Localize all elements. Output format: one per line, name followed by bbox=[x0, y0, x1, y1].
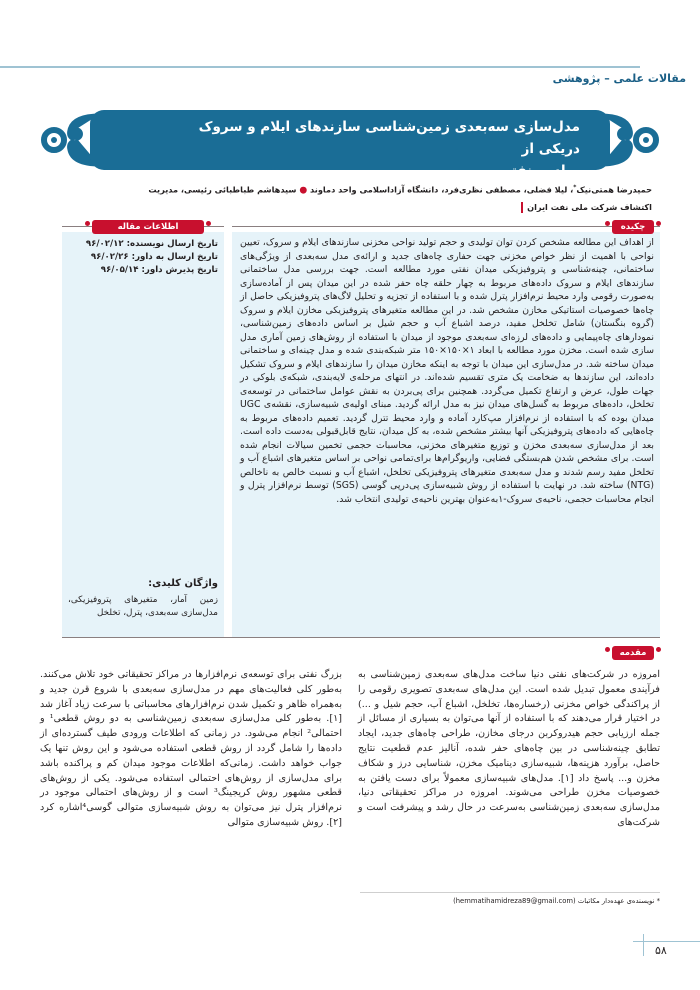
abstract-bottom-rule bbox=[62, 637, 660, 638]
author-corresponding: حمیدرضا همتی‌نیک bbox=[576, 184, 652, 195]
introduction-tab: مقدمه bbox=[612, 646, 654, 660]
abstract-text: از اهداف این مطالعه مشخص کردن توان تولیدی و حجم تولید نواحی مخزنی سازندهای ایلام و سروک، تعیین نواحی با اهمیت از نظر خواص مخزنی جهت حفاری چاه‌های جدید و ارائه‌ی مدل سه‌بعدی از ویژگی‌های ساختمانی، چینه‌شناسی و پتروفیزیکی میدان نفتی مورد مطالعه است. جهت بررسی مدل ساختمانی سازندهای ایلام و سروک داده‌های مربوط به چهار حلقه چاه حفر شده در این میدان پس از آماده‌سازی به‌صورت رقومی وارد محیط نرم‌افزار پترل شده و با استفاده از تجزیه و تحلیل لاگ‌های پتروفیزیکی حاصل از چاه‌ها خصوصیات استاتیکی مخازن مشخص شد. در این مطالعه متغیرهای پتروفیزیکی مخازن ایلام و سروک (گروه بنگستان) شامل تخلخل مفید، درصد اشباع آب و حجم شیل بر اساس داده‌های زمین‌شناسی، نمودارهای چاه‌پیمایی و داده‌های لرزه‌ای سه‌بعدی موجود از میدان با استفاده از روش‌های زمین آماری مدل سازی شده است. مخزن مورد مطالعه با ابعاد ۱×۱۵۰×۱۵۰ متر شبکه‌بندی شده و مدل چینه‌ای و ساختمانی میدان ساخته شد. در مدل‌سازی این میدان با توجه به اینکه مخازن میدان را سازندهای ایلام و سروک تشکیل داده‌اند، این سازندها به ضخامت یک متری تقسیم شده‌اند. در انتهای مرحله‌ی لایه‌بندی، شبکه‌ی بلوکی در جهات طول، عرض و ارتفاع تکمیل می‌گردد. همچنین برای پی‌بردن به نقش عوامل ساختمانی در توسعه‌ی تخلخل، داده‌های مربوط به گسل‌های میدان نیز به مدل ارائه گردید. مبنای اولیه‌ی شبیه‌سازی، نقشه‌ی UGC میدان بوده که با استفاده از نرم‌افزار مپ‌کارد آماده و وارد محیط تترل گردید. تعمیم داده‌های مربوط به چاه‌هایی که داده‌های پتروفیزیکی آنها بیشتر مشخص شده، به کل میدان، نتایج قابل‌قبولی به‌دست داده است. بعد از مدل‌سازی سه‌بعدی مخزن و توزیع متغیرهای مخزنی، محاسبات حجمی تخمین سیالات انجام شده است. برای مشخص شدن هم‌بستگی فضایی، واریوگرام‌ها برای‌تمامی نواحی بر اساس متغیرهای اشباع آب و تخلخل مفید رسم شدند و مدل سه‌بعدی متغیرهای پتروفیزیکی تخلخل، اشباع آب و نسبت خالص به ناخالص (NTG) ساخته شد. در نهایت با استفاده از روش شبیه‌سازی پی‌درپی گوسی (SGS) توسط نرم‌افزار پترل و انجام محاسبات حجمی، ناحیه‌ی سروک-۱به‌عنوان بهترین ناحیه‌ی تولیدی انتخاب شد. bbox=[240, 237, 655, 505]
article-info-panel bbox=[62, 232, 224, 637]
article-title bbox=[160, 116, 580, 182]
footnote-rule bbox=[360, 892, 660, 893]
authors-affiliation-2: سیدهاشم طباطبائی رئیسی، مدیریت bbox=[148, 184, 297, 195]
ornament-swirl-right-icon bbox=[600, 110, 660, 170]
date-row: تاریخ ارسال به داور: ۹۶/۰۲/۲۶ bbox=[90, 252, 218, 262]
introduction-column-left: بزرگ نفتی برای توسعه‌ی نرم‌افزارها در مراکز تحقیقاتی خود تلاش می‌کنند. به‌طور کلی فعالیت‌های مهم در مدل‌سازی سه‌بعدی با شروع قرن جدید و به‌همراه ظاهر و تکمیل شدن نرم‌افزارهای محاسباتی با سرعت زیاد آغاز شد [۱]. به‌طور کلی مدل‌سازی سه‌بعدی زمین‌شناسی به دو روش قطعی¹ و احتمالی² انجام می‌شود. در زمانی که اطلاعات ورودی طیف گسترده‌ای از داده‌ها را شامل گردد از روش قطعی استفاده می‌شود و این روش تنها یک جواب خواهد داشت. زمانی‌که اطلاعات موجود میدان کم و پراکنده باشد برای مدل‌سازی از روش‌های احتمالی استفاده می‌شود. یکی از روش‌های قطعی مشهور روش کریجینگ³ است و از روش‌های احتمالی موجود در نرم‌افزار پترل نیز می‌توان به روش شبیه‌سازی متوالی گوسی⁴اشاره کرد [۲]. روش شبیه‌سازی متوالی bbox=[40, 669, 342, 828]
article-dates bbox=[68, 238, 218, 277]
date-row: تاریخ پذیرش داور: ۹۶/۰۵/۱۴ bbox=[100, 265, 218, 275]
red-bar-marker bbox=[521, 202, 523, 213]
authors-block bbox=[140, 180, 652, 215]
article-info-tab: اطلاعات مقاله bbox=[92, 220, 204, 234]
date-row: تاریخ ارسال نویسنده: ۹۶/۰۲/۱۲ bbox=[85, 239, 218, 249]
authors-affiliation-1: ، لیلا فضلی، مصطفی نظری‌فرد، دانشگاه آزاداسلامی واحد دماوند bbox=[310, 184, 574, 195]
footnote-corresponding-author: * نویسنده‌ی عهده‌دار مکاتبات (hemmatihamidreza89@gmail.com) bbox=[453, 897, 660, 905]
section-label: مقالات علمی – پژوهشی bbox=[552, 72, 686, 85]
article-title-line-2: میادین نفتی bbox=[498, 163, 580, 179]
introduction-column-right: امروزه در شرکت‌های نفتی دنیا ساخت مدل‌های سه‌بعدی زمین‌شناسی به فرآیندی معمول تبدیل شده است. این مدل‌های سه‌بعدی تصویری رقومی را از پراکندگی خواص مخزنی (رخساره‌ها، تخلخل، اشباع آب، حجم شیل و ...) در اختیار قرار می‌دهند که با استفاده از آنها می‌توان به بسیاری از مسائل از جمله ارزیابی حجم هیدروکربن درجای مخازن، طراحی چاه‌های جدید، ایجاد تطابق چینه‌شناسی در بین چاه‌های حفر شده، آنالیز عدم قطعیت نتایج حاصل، برآورد هزینه‌ها، شبیه‌سازی دینامیک مخزن، شناسایی درز و شکاف مخزن و... پاسخ داد [۱]. مدل‌های شبیه‌سازی معمولاً برای دست یافتن به خصوصیات مخزن طراحی می‌شوند. امروزه در مراکز تحقیقاتی دنیا، مدل‌سازی سه‌بعدی زمین‌شناسی به‌سرعت در حال رشد و پیشرفت است و شرکت‌های bbox=[358, 669, 660, 828]
authors-affiliation-2-cont: اکتشاف شرکت ملی نفت ایران bbox=[527, 201, 652, 212]
keywords-text: زمین آمار، متغیرهای پتروفیزیکی، مدل‌سازی سه‌بعدی، پترل، تخلخل bbox=[68, 595, 218, 618]
separator-dot-icon: ● bbox=[299, 185, 308, 196]
page-number-rule-v bbox=[643, 934, 644, 956]
page-number: ۵۸ bbox=[655, 944, 667, 957]
article-title-line-1: مدل‌سازی سه‌بعدی زمین‌شناسی سازندهای ایلام و سروک دریکی از bbox=[198, 119, 580, 157]
corresponding-mark: * bbox=[573, 184, 577, 191]
abstract-top-rule bbox=[232, 226, 660, 227]
abstract-tab: چکیده bbox=[612, 220, 654, 234]
header-rule bbox=[0, 66, 640, 68]
keywords-title: واژگان کلیدی: bbox=[148, 578, 218, 589]
title-banner bbox=[40, 110, 660, 179]
